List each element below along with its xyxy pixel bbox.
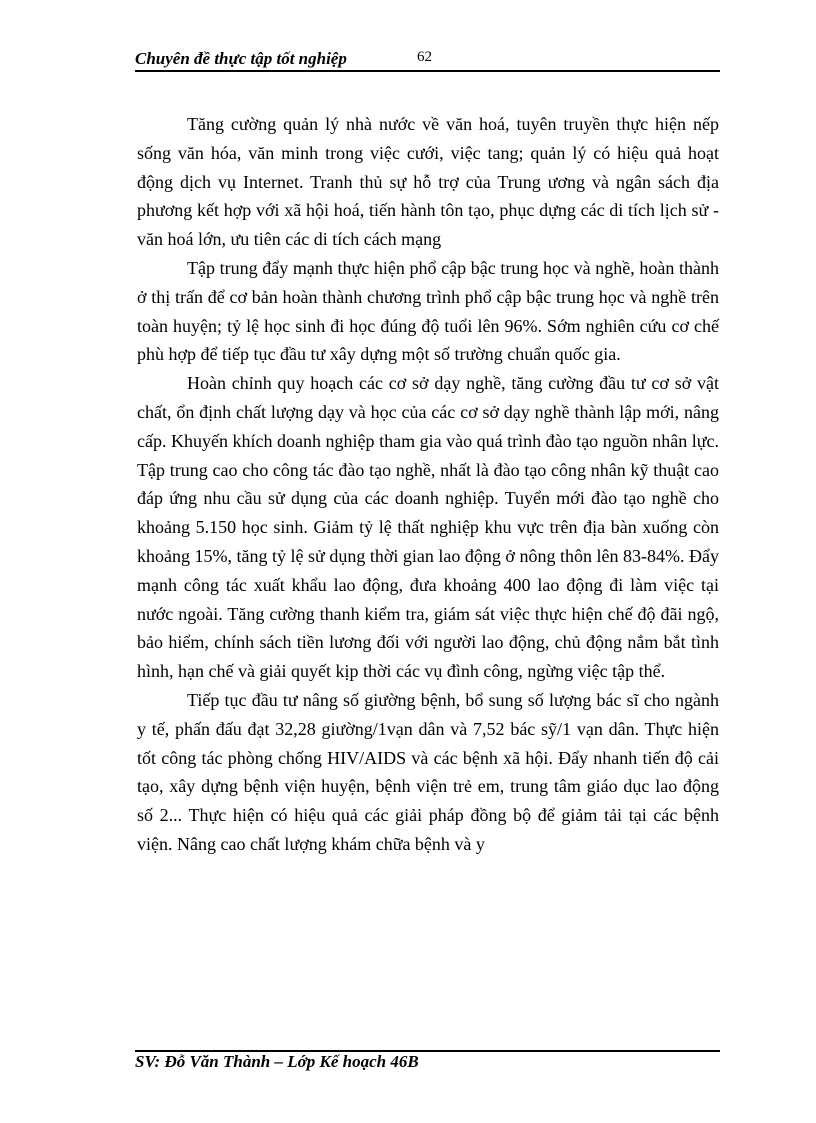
paragraph: Tiếp tục đầu tư nâng số giường bệnh, bổ sung số lượng bác sĩ cho ngành y tế, phấn đấu đạt 32,28 giường/1vạn dân và 7,52 bác sỹ/1 vạn dân. Thực hiện tốt công tác phòng chống HIV/AIDS và các bệnh xã hội. Đẩy nhanh tiến độ cải tạo, xây dựng bệnh viện huyện, bệnh viện trẻ em, trung tâm giáo dục lao động số 2... Thực hiện có hiệu quả các giải pháp đồng bộ để giảm tải tại các bệnh viện. Nâng cao chất lượng khám chữa bệnh và y <box>137 689 719 854</box>
page-header <box>135 47 720 72</box>
paragraph: Tăng cường quản lý nhà nước về văn hoá, tuyên truyền thực hiện nếp sống văn hóa, văn minh trong việc cưới, việc tang; quản lý có hiệu quả hoạt động dịch vụ Internet. Tranh thủ sự hỗ trợ của Trung ương và ngân sách địa phương kết hợp với xã hội hoá, tiến hành tôn tạo, phục dựng các di tích lịch sử - văn hoá lớn, ưu tiên các di tích cách mạng <box>137 114 719 250</box>
body-text <box>137 110 719 859</box>
page-footer: SV: Đỗ Văn Thành – Lớp Kế hoạch 46B <box>135 1052 419 1071</box>
paragraph: Tập trung đẩy mạnh thực hiện phổ cập bậc trung học và nghề, hoàn thành ở thị trấn để cơ bản hoàn thành chương trình phổ cập bậc trung học và nghề trên toàn huyện; tỷ lệ học sinh đi học đúng độ tuổi lên 96%. Sớm nghiên cứu cơ chế phù hợp để tiếp tục đầu tư xây dựng một số trường chuẩn quốc gia. <box>137 257 719 365</box>
paragraph: Hoàn chỉnh quy hoạch các cơ sở dạy nghề, tăng cường đầu tư cơ sở vật chất, ổn định chất lượng dạy và học của các cơ sở dạy nghề thành lập mới, nâng cấp. Khuyến khích doanh nghiệp tham gia vào quá trình đào tạo nguồn nhân lực. Tập trung cao cho công tác đào tạo nghề, nhất là đào tạo công nhân kỹ thuật cao đáp ứng nhu cầu sử dụng của các doanh nghiệp. Tuyển mới đào tạo nghề cho khoảng 5.150 học sinh. Giảm tỷ lệ thất nghiệp khu vực trên địa bàn xuống còn khoảng 15%, tăng tỷ lệ sử dụng thời gian lao động ở nông thôn lên 83-84%. Đẩy mạnh công tác xuất khẩu lao động, đưa khoảng 400 lao động đi làm việc tại nước ngoài. Tăng cường thanh kiểm tra, giám sát việc thực hiện chế độ đãi ngộ, bảo hiểm, chính sách tiền lương đối với người lao động, chủ động nắm bắt tình hình, hạn chế và giải quyết kịp thời các vụ đình công, ngừng việc tập thể. <box>137 373 719 682</box>
page-number: 62 <box>417 49 432 65</box>
document-title: Chuyên đề thực tập tốt nghiệp <box>135 49 347 68</box>
header-divider <box>135 70 720 72</box>
